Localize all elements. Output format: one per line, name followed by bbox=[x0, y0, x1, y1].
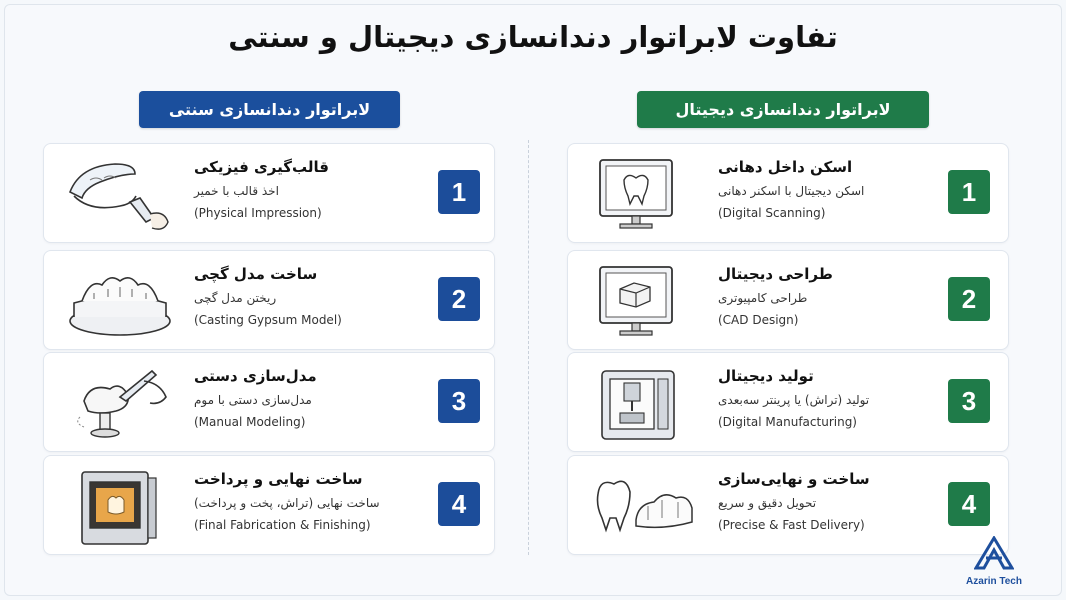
impression-tray-icon bbox=[60, 152, 180, 236]
traditional-step-3 bbox=[43, 352, 495, 452]
step-number-badge: 3 bbox=[948, 379, 990, 423]
step-english: (Casting Gypsum Model) bbox=[194, 313, 342, 327]
monitor-tooth-icon bbox=[584, 152, 704, 236]
step-english: (Physical Impression) bbox=[194, 206, 322, 220]
column-divider bbox=[528, 140, 529, 555]
page-title: تفاوت لابراتوار دندانسازی دیجیتال و سنتی bbox=[228, 20, 838, 54]
step-title: ساخت مدل گچی bbox=[194, 265, 318, 283]
step-description: اسکن دیجیتال با اسکنر دهانی bbox=[718, 184, 865, 198]
step-description: طراحی کامپیوتری bbox=[718, 291, 808, 305]
digital-step-4 bbox=[567, 455, 1009, 555]
step-description: تولید (تراش) یا پرینتر سه‌بعدی bbox=[718, 393, 870, 407]
brand-name: Azarin Tech bbox=[966, 576, 1022, 587]
step-title: تولید دیجیتال bbox=[718, 367, 814, 385]
digital-step-2 bbox=[567, 250, 1009, 350]
step-english: (Manual Modeling) bbox=[194, 415, 306, 429]
traditional-step-2 bbox=[43, 250, 495, 350]
step-description: اخذ قالب با خمیر bbox=[194, 184, 279, 198]
step-description: ساخت نهایی (تراش، پخت و پرداخت) bbox=[194, 496, 380, 510]
step-number-badge: 2 bbox=[948, 277, 990, 321]
digital-step-3 bbox=[567, 352, 1009, 452]
step-title: طراحی دیجیتال bbox=[718, 265, 833, 283]
digital-step-1 bbox=[567, 143, 1009, 243]
step-title: قالب‌گیری فیزیکی bbox=[194, 158, 329, 176]
gypsum-model-icon bbox=[60, 259, 180, 343]
step-description: تحویل دقیق و سریع bbox=[718, 496, 817, 510]
step-title: ساخت نهایی و پرداخت bbox=[194, 470, 363, 488]
step-number-badge: 4 bbox=[948, 482, 990, 526]
step-title: مدل‌سازی دستی bbox=[194, 367, 317, 385]
traditional-step-4 bbox=[43, 455, 495, 555]
hand-tool-icon bbox=[60, 361, 180, 445]
monitor-cad-icon bbox=[584, 259, 704, 343]
step-number-badge: 1 bbox=[438, 170, 480, 214]
tooth-crown-icon bbox=[584, 464, 704, 548]
traditional-heading: لابراتوار دندانسازی سنتی bbox=[139, 91, 400, 128]
traditional-step-1 bbox=[43, 143, 495, 243]
step-description: ریختن مدل گچی bbox=[194, 291, 277, 305]
step-title: اسکن داخل دهانی bbox=[718, 158, 853, 176]
step-english: (Final Fabrication & Finishing) bbox=[194, 518, 371, 532]
furnace-icon bbox=[60, 464, 180, 548]
milling-machine-icon bbox=[584, 361, 704, 445]
step-description: مدل‌سازی دستی با موم bbox=[194, 393, 312, 407]
step-number-badge: 1 bbox=[948, 170, 990, 214]
step-english: (Digital Scanning) bbox=[718, 206, 826, 220]
step-number-badge: 3 bbox=[438, 379, 480, 423]
step-title: ساخت و نهایی‌سازی bbox=[718, 470, 870, 488]
step-english: (CAD Design) bbox=[718, 313, 799, 327]
brand-logo bbox=[962, 536, 1026, 592]
step-number-badge: 4 bbox=[438, 482, 480, 526]
brand-mark-icon bbox=[974, 536, 1014, 570]
step-english: (Digital Manufacturing) bbox=[718, 415, 857, 429]
step-english: (Precise & Fast Delivery) bbox=[718, 518, 865, 532]
step-number-badge: 2 bbox=[438, 277, 480, 321]
digital-heading: لابراتوار دندانسازی دیجیتال bbox=[637, 91, 929, 128]
